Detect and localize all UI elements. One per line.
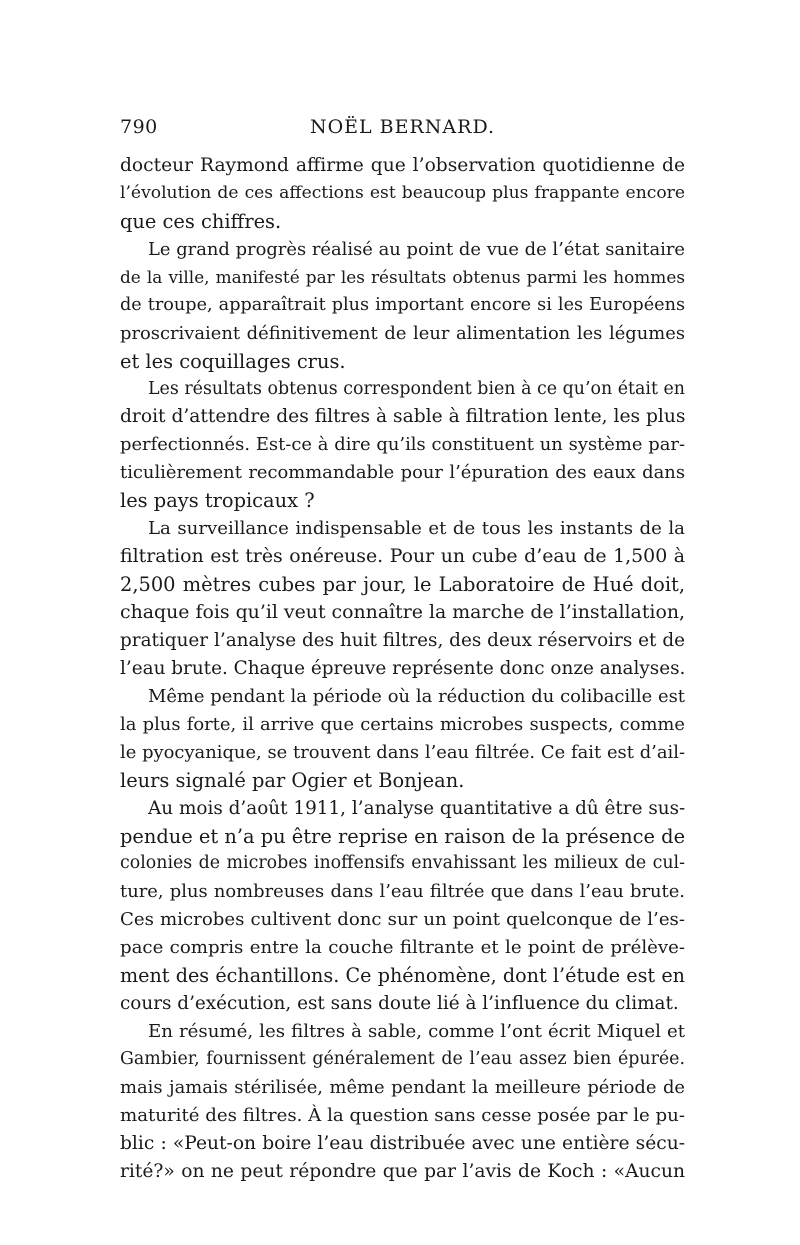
text-line: colonies de microbes inoffensifs envahissant les milieux de cul-: [120, 853, 685, 874]
text-line: blic : «Peut-on boire l’eau distribuée avec une entière sécu-: [120, 1132, 685, 1154]
text-line: 2,500 mètres cubes par jour, le Laboratoire de Hué doit,: [120, 573, 685, 597]
text-line: Ces microbes cultivent donc sur un point quelconque de l’es-: [120, 909, 685, 931]
text-line: proscrivaient définitivement de leur alimentation les légumes: [120, 322, 685, 344]
text-line: cours d’exécution, est sans doute lié à l’influence du climat.: [120, 993, 679, 1015]
text-line: pendue et n’a pu être reprise en raison de la présence de: [120, 824, 686, 848]
text-line: pratiquer l’analyse des huit filtres, des deux réservoirs et de: [120, 629, 685, 651]
text-line: Gambier, fournissent généralement de l’eau assez bien épurée.: [120, 1049, 685, 1069]
text-line: Au mois d’août 1911, l’analyse quantitative a dû être sus-: [148, 797, 686, 819]
text-line: les pays tropicaux ?: [120, 489, 315, 513]
text-line: ment des échantillons. Ce phénomène, dont l’étude est en: [120, 964, 685, 988]
text-line: leurs signalé par Ogier et Bonjean.: [120, 768, 465, 792]
text-line: Le grand progrès réalisé au point de vue de l’état sanitaire: [148, 238, 685, 260]
running-title: NOËL BERNARD.: [309, 116, 496, 138]
text-line: chaque fois qu’il veut connaître la marche de l’installation,: [120, 601, 685, 623]
text-line: En résumé, les filtres à sable, comme l’ont écrit Miquel et: [148, 1021, 685, 1043]
text-line: maturité des filtres. À la question sans cesse posée par le pu-: [120, 1104, 685, 1126]
text-line: et les coquillages crus.: [120, 349, 346, 373]
page-header: [120, 116, 685, 146]
text-line: le pyocyanique, se trouvent dans l’eau filtrée. Ce fait est d’ail-: [120, 741, 685, 763]
text-line: ticulièrement recommandable pour l’épuration des eaux dans: [120, 462, 685, 484]
text-line: filtration est très onéreuse. Pour un cube d’eau de 1,500 à: [120, 545, 685, 568]
text-line: de troupe, apparaîtrait plus important encore si les Européens: [120, 294, 685, 315]
text-line: rité?» on ne peut répondre que par l’avis de Koch : «Aucun: [120, 1160, 685, 1182]
text-line: perfectionnés. Est-ce à dire qu’ils constituent un système par-: [120, 434, 685, 456]
text-line: l’eau brute. Chaque épreuve représente donc onze analyses.: [120, 657, 686, 679]
text-line: ture, plus nombreuses dans l’eau filtrée que dans l’eau brute.: [120, 881, 685, 903]
text-line: que ces chiffres.: [120, 209, 282, 233]
page-number: 790: [120, 116, 158, 138]
body-text: [120, 152, 685, 1186]
text-line: droit d’attendre des filtres à sable à filtration lente, les plus: [120, 406, 686, 428]
text-line: Même pendant la période où la réduction du colibacille est: [148, 685, 685, 707]
text-line: la plus forte, il arrive que certains microbes suspects, comme: [120, 713, 685, 735]
text-line: de la ville, manifesté par les résultats obtenus parmi les hommes: [120, 266, 685, 287]
text-line: l’évolution de ces affections est beaucoup plus frappante encore: [120, 182, 685, 203]
text-line: mais jamais stérilisée, même pendant la meilleure période de: [120, 1076, 685, 1098]
text-line: La surveillance indispensable et de tous les instants de la: [148, 518, 685, 540]
text-line: pace compris entre la couche filtrante et le point de prélève-: [120, 937, 685, 959]
text-line: Les résultats obtenus correspondent bien à ce qu’on était en: [148, 378, 685, 399]
text-line: docteur Raymond affirme que l’observation quotidienne de: [120, 155, 685, 176]
